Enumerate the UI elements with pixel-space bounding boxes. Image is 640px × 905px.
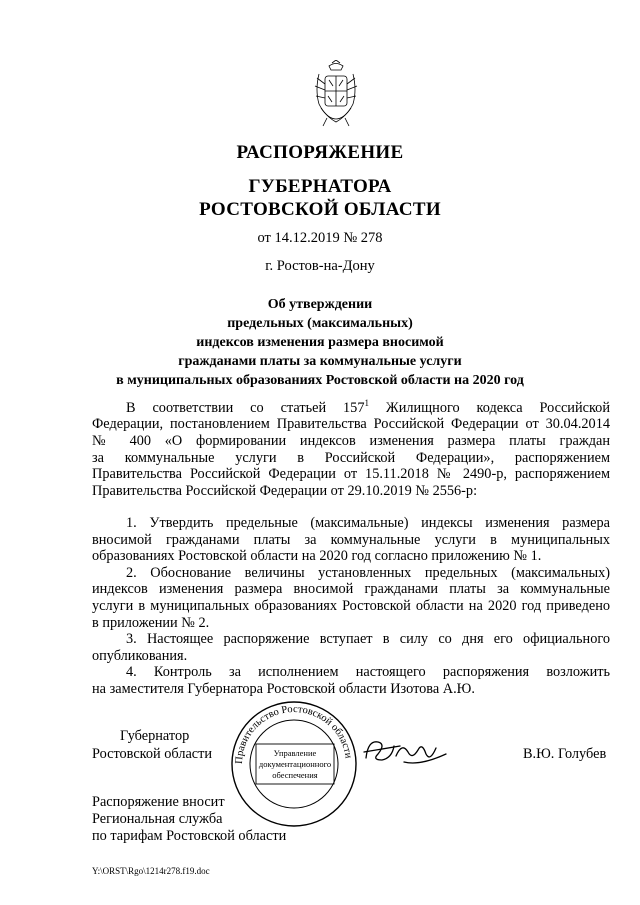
date-and-number: от 14.12.2019 № 278: [257, 230, 383, 246]
issuer-line-1: ГУБЕРНАТОРА: [248, 176, 392, 197]
submitted-by-line: Региональная служба: [92, 811, 223, 827]
preamble-line: Федерации, постановлением Правительства Российской Федерации от 30.04.2014: [92, 416, 610, 433]
subject-line: в муниципальных образованиях Ростовской области на 2020 год: [116, 373, 524, 388]
handwritten-signature: [360, 732, 450, 770]
item-1-line: 1. Утвердить предельные (максимальные) индексы изменения размера: [126, 515, 610, 531]
submitted-by-line: Распоряжение вносит: [92, 794, 225, 810]
file-path-footer: Y:\ORST\Rgo\1214r278.f19.doc: [92, 866, 210, 876]
item-2-line: 2. Обоснование величины установленных предельных (максимальных): [126, 564, 610, 581]
item-3-line: 3. Настоящее распоряжение вступает в силу со дня его официального: [126, 631, 610, 648]
item-2-line: индексов изменения размера вносимой гражданами платы за коммунальные: [92, 581, 610, 598]
subject-line: гражданами платы за коммунальные услуги: [178, 354, 462, 369]
item-3-line: опубликования.: [92, 647, 188, 664]
signatory-title-line-1: Губернатор: [120, 728, 190, 744]
item-1-line: образованиях Ростовской области на 2020 год согласно приложению № 1.: [92, 548, 542, 565]
preamble-line: В соответствии со статьей $157^1$ Жилищного кодекса Российской: [126, 398, 610, 416]
seal-inner-line: документационного: [258, 759, 332, 769]
item-4-line: 4. Контроль за исполнением настоящего распоряжения возложить: [126, 664, 610, 681]
signatory-title-line-2: Ростовской области: [92, 746, 213, 762]
preamble-paragraph: [92, 395, 610, 499]
seal-ring-text: Правительство Ростовской области: [233, 703, 354, 765]
item-1-line: вносимой гражданами платы за коммунальные услуги в муниципальных: [92, 531, 610, 548]
preamble-line: № 400 «О формировании индексов изменения размера платы граждан: [92, 432, 610, 449]
item-4-line: на заместителя Губернатора Ростовской области Изотова А.Ю.: [92, 680, 475, 697]
ordered-items: [92, 515, 610, 698]
issuer-line-2: РОСТОВСКОЙ ОБЛАСТИ: [199, 199, 441, 220]
subject-line: предельных (максимальных): [227, 316, 413, 331]
subject-line: Об утверждении: [267, 297, 373, 312]
document-type: РАСПОРЯЖЕНИЕ: [236, 142, 404, 163]
city: г. Ростов-на-Дону: [265, 258, 375, 274]
preamble-line: Правительства Российской Федерации от 29.10.2019 № 2556-р:: [92, 482, 478, 499]
coat-of-arms-emblem: [313, 60, 359, 134]
submitted-by-line: по тарифам Ростовской области: [92, 828, 287, 844]
submitted-by: [92, 794, 286, 845]
subject-heading: [0, 295, 640, 390]
seal-inner-line: обеспечения: [272, 770, 318, 780]
preamble-line: за коммунальные услуги в Российской Федерации», распоряжением: [92, 449, 610, 466]
seal-inner-line: Управление: [273, 748, 317, 758]
preamble-line: Правительства Российской Федерации от 15.11.2018 № 2490-р, распоряжением: [92, 466, 610, 483]
subject-line: индексов изменения размера вносимой: [196, 335, 444, 350]
item-2-line: услуги в муниципальных образованиях Ростовской области на 2020 год приведено: [92, 597, 610, 614]
item-2-line: в приложении № 2.: [92, 614, 210, 631]
signatory-name: В.Ю. Голубев: [523, 746, 607, 762]
